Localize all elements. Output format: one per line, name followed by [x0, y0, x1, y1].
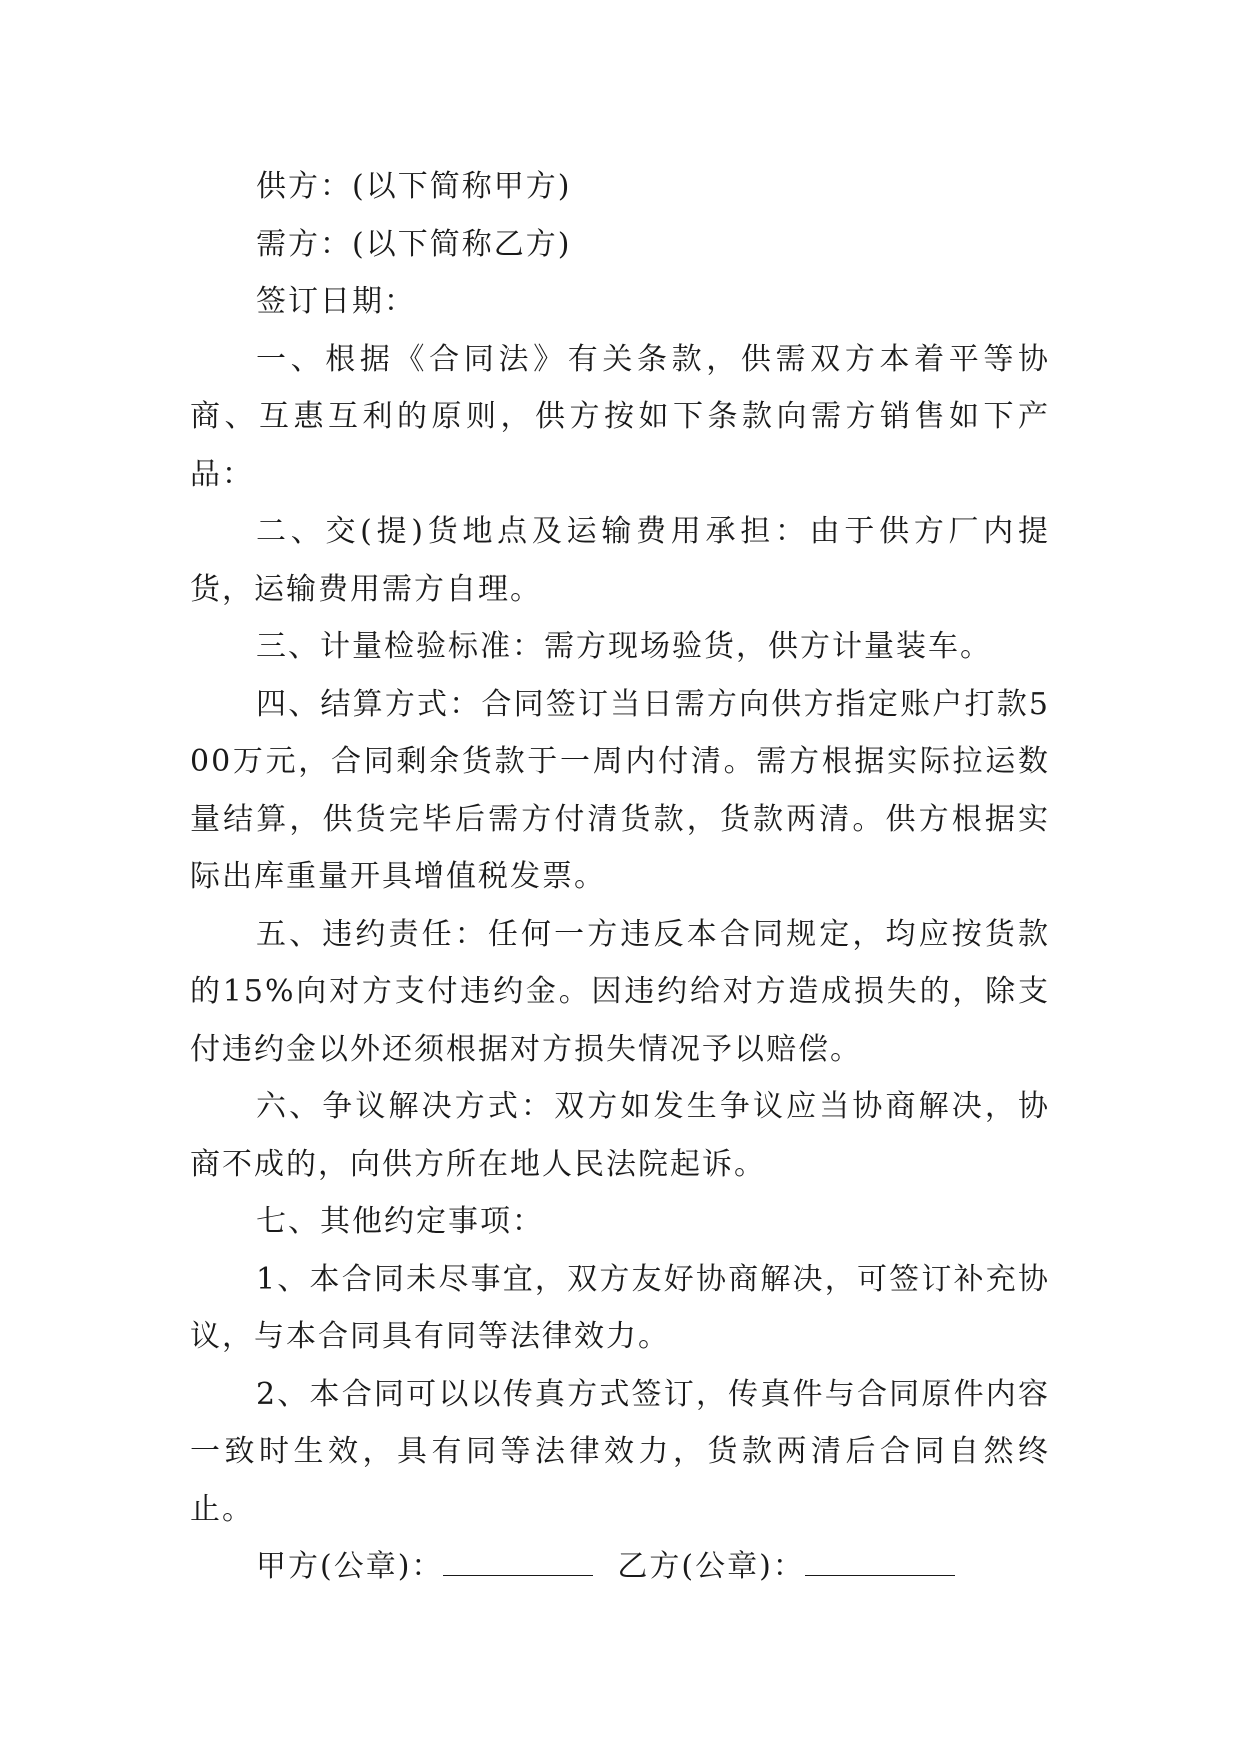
sign-date-line: 签订日期：	[256, 284, 416, 319]
clause-6: 六、争议解决方式：双方如发生争议应当协商解决，协商不成的，向供方所在地人民法院起诉。	[190, 1089, 1050, 1182]
clause-3: 三、计量检验标准：需方现场验货，供方计量装车。	[256, 629, 992, 664]
party-b-seal-blank	[805, 1553, 955, 1576]
clause-5: 五、违约责任：任何一方违反本合同规定，均应按货款的15%向对方支付违约金。因违约给对方造成损失的，除支付违约金以外还须根据对方损失情况予以赔偿。	[190, 916, 1050, 1067]
clause-1: 一、根据《合同法》有关条款，供需双方本着平等协商、互惠互利的原则，供方按如下条款向需方销售如下产品：	[190, 341, 1050, 492]
supplier-line: 供方：(以下简称甲方)	[256, 169, 572, 204]
clause-2: 二、交(提)货地点及运输费用承担：由于供方厂内提货，运输费用需方自理。	[190, 514, 1050, 607]
clause-7-item-1: 1、本合同未尽事宜，双方友好协商解决，可签订补充协议，与本合同具有同等法律效力。	[190, 1261, 1050, 1354]
clause-4: 四、结算方式：合同签订当日需方向供方指定账户打款500万元，合同剩余货款于一周内付清。需方根据实际拉运数量结算，供货完毕后需方付清货款，货款两清。供方根据实际出库重量开具增值税发票。	[190, 686, 1050, 894]
contract-page	[190, 158, 1050, 1596]
party-a-seal-blank	[443, 1553, 593, 1576]
buyer-line: 需方：(以下简称乙方)	[256, 226, 572, 262]
signature-line	[190, 1538, 1050, 1596]
clause-7-item-2: 2、本合同可以以传真方式签订，传真件与合同原件内容一致时生效，具有同等法律效力，货款两清后合同自然终止。	[190, 1376, 1050, 1527]
party-b-seal-label: 乙方(公章)：	[617, 1549, 805, 1584]
clause-7: 七、其他约定事项：	[256, 1204, 544, 1239]
party-a-seal-label: 甲方(公章)：	[256, 1549, 444, 1584]
